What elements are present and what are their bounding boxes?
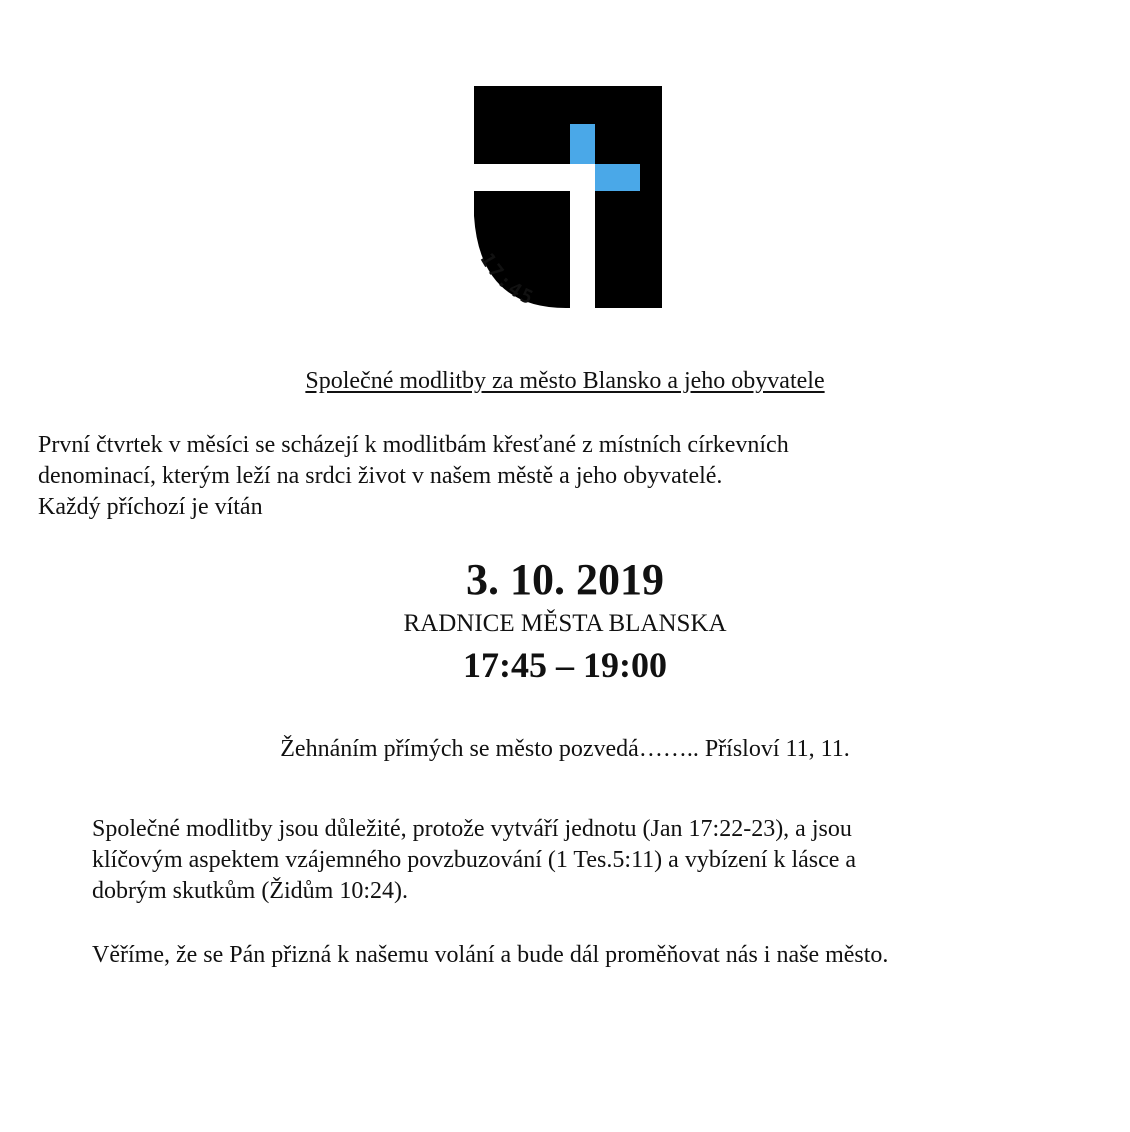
event-time: 17:45 – 19:00 (463, 645, 667, 685)
body-line: klíčovým aspektem vzájemného povzbuzování (1 Tes.5:11) a vybízení k lásce a (92, 847, 857, 873)
svg-text:17:45: 17:45 (475, 249, 539, 311)
logo (474, 86, 664, 318)
closing-sentence: Věříme, že se Pán přizná k našemu volání a bude dál proměňovat nás i naše město. (92, 942, 889, 968)
page-title: Společné modlitby za město Blansko a jeho obyvatele (305, 368, 825, 394)
event-date: 3. 10. 2019 (466, 555, 664, 604)
intro-line: denominací, kterým leží na srdci život v našem městě a jeho obyvatelé. (38, 463, 723, 489)
intro-line: První čtvrtek v měsíci se scházejí k modlitbám křesťané z místních církevních (38, 432, 789, 458)
bible-quote: Žehnáním přímých se město pozvedá…….. Přísloví 11, 11. (280, 736, 850, 762)
intro-paragraph (38, 430, 1048, 523)
event-place: RADNICE MĚSTA BLANSKA (403, 610, 727, 637)
body-line: Společné modlitby jsou důležité, protože vytváří jednotu (Jan 17:22-23), a jsou (92, 816, 852, 842)
cross-shield-logo-icon (474, 86, 664, 318)
intro-line: Každý příchozí je vítán (38, 494, 263, 520)
body-line: dobrým skutkům (Židům 10:24). (92, 878, 408, 904)
body-paragraph (92, 814, 1052, 907)
